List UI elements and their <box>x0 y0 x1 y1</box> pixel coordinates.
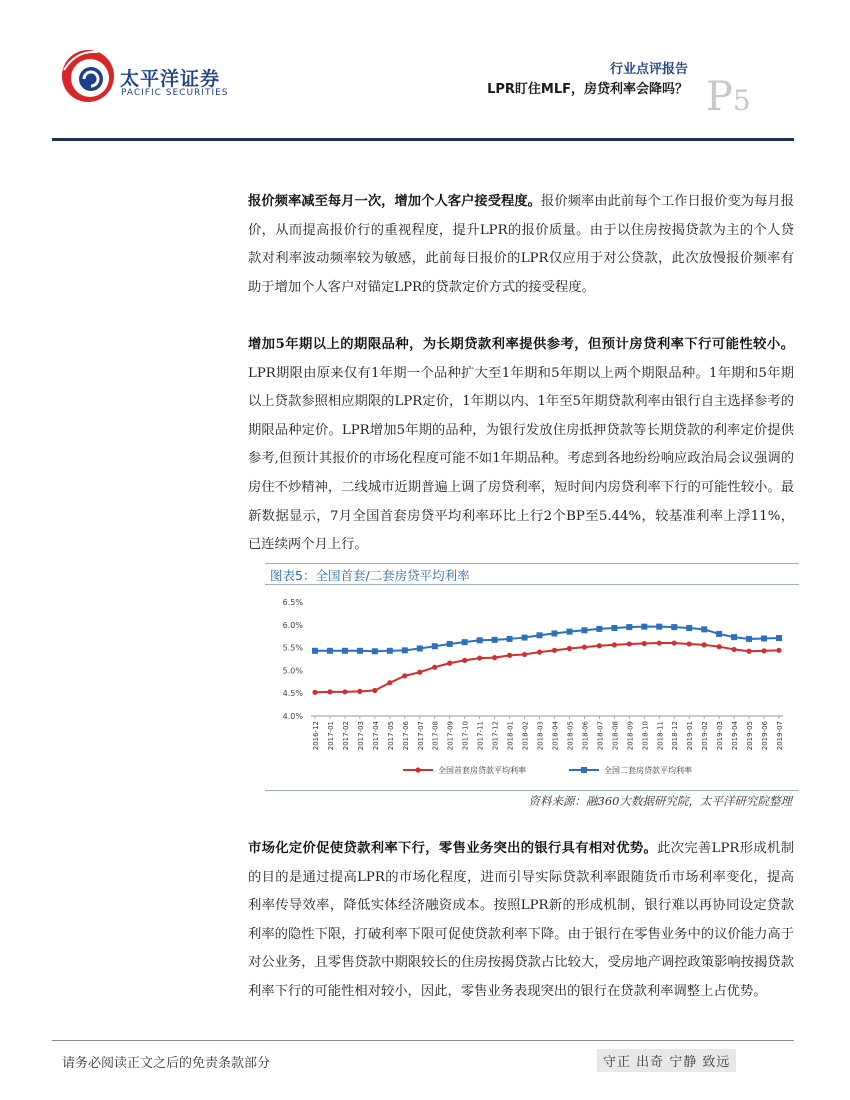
series-1-point <box>702 642 707 647</box>
paragraph-2 <box>248 331 794 560</box>
x-tick-label: 2018-09 <box>626 721 635 751</box>
x-tick-label: 2017-07 <box>416 721 425 751</box>
x-tick-label: 2018-10 <box>641 721 650 751</box>
page-digit: 5 <box>732 84 751 117</box>
x-tick-label: 2017-11 <box>476 721 485 751</box>
page-letter: P <box>706 74 733 120</box>
figure-bottom-rule <box>265 790 799 791</box>
footer-motto: 守正 出奇 宁静 致远 <box>597 1049 736 1072</box>
series-1-point <box>522 652 527 657</box>
series-1-point <box>387 680 392 685</box>
series-2-point <box>701 626 707 632</box>
figure-top-rule <box>265 563 799 564</box>
series-1-point <box>717 644 722 649</box>
x-tick-label: 2018-11 <box>656 721 665 751</box>
series-2-point <box>626 624 632 630</box>
x-tick-label: 2019-07 <box>776 721 784 751</box>
x-tick-label: 2017-09 <box>446 721 455 751</box>
series-2-point <box>447 641 453 647</box>
series-2-point <box>342 648 348 654</box>
series-1-point <box>312 690 317 695</box>
series-2-point <box>596 626 602 632</box>
series-2-point <box>566 629 572 635</box>
series-2-point <box>432 643 438 649</box>
series-1-point <box>761 648 766 653</box>
figure-title: 图表5：全国首套/二套房贷平均利率 <box>270 568 470 583</box>
page-number <box>706 74 751 120</box>
series-1-point <box>402 673 407 678</box>
paragraph-3-lead: 市场化定价促使贷款利率下行，零售业务突出的银行具有相对优势。 <box>248 841 658 856</box>
legend-label-1: 全国首套房贷款平均利率 <box>438 766 526 775</box>
series-1-point <box>746 649 751 654</box>
x-tick-label: 2018-12 <box>671 721 680 751</box>
paragraph-3 <box>248 835 794 1007</box>
series-1-point <box>492 655 497 660</box>
series-2-point <box>671 624 677 630</box>
series-2-point <box>761 635 767 641</box>
x-tick-label: 2016-12 <box>312 721 320 751</box>
y-tick-label: 6.0% <box>282 620 303 630</box>
footer-divider <box>52 1040 794 1041</box>
series-2-point <box>641 624 647 630</box>
series-1-point <box>537 650 542 655</box>
series-1-point <box>672 640 677 645</box>
paragraph-3-body: 此次完善LPR形成机制的目的是通过提高LPR的市场化程度，进而引导实际贷款利率跟随货币市场利率变化，提高利率传导效率，降低实体经济融资成本。按照LPR新的形成机制，银行难以再协同设定贷款利率的隐性下限，打破利率下限可促使贷款利率下降。由于银行在零售业务中的议价能力高于对公业务，且零售贷款中期限较长的住房按揭贷款占比较大，受房地产调控政策影响按揭贷款利率下行的可能性相对较小，因此，零售业务表现突出的银行在贷款利率调整上占优势。 <box>248 841 794 999</box>
series-2-point <box>357 648 363 654</box>
series-1-point <box>627 641 632 646</box>
series-1-point <box>642 641 647 646</box>
y-tick-label: 6.5% <box>282 598 303 607</box>
series-2-point <box>312 648 318 654</box>
series-2-point <box>611 625 617 631</box>
series-2-point <box>746 636 752 642</box>
series-1-point <box>327 689 332 694</box>
series-2-point <box>551 630 557 636</box>
footer-disclaimer: 请务必阅读正文之后的免责条款部分 <box>62 1056 271 1071</box>
series-1-point <box>372 688 377 693</box>
x-tick-label: 2018-08 <box>611 721 620 751</box>
x-tick-label: 2017-12 <box>491 721 500 751</box>
page-header <box>0 0 850 150</box>
legend-marker-1 <box>415 767 420 772</box>
x-tick-label: 2019-05 <box>746 721 755 751</box>
series-1-point <box>477 655 482 660</box>
x-tick-label: 2017-08 <box>431 721 440 751</box>
series-2-point <box>402 647 408 653</box>
paragraph-1-body: 报价频率由此前每个工作日报价变为每月报价，从而提高报价行的重视程度，提升LPR的报价质量。由于以住房按揭贷款为主的个人贷款对利率波动频率较为敏感，此前每日报价的LPR仅应用于对公贷款，此次放慢报价频率有助于增加个人客户对锚定LPR的贷款定价方式的接受程度。 <box>248 194 795 295</box>
series-2-point <box>581 627 587 633</box>
series-1-point <box>687 641 692 646</box>
x-tick-label: 2017-05 <box>386 721 395 751</box>
legend-marker-2 <box>581 767 587 773</box>
y-tick-label: 5.5% <box>282 643 303 653</box>
x-tick-label: 2018-02 <box>521 721 530 751</box>
series-1-point <box>597 643 602 648</box>
figure-source: 资料来源：融360大数据研究院，太平洋研究院整理 <box>528 794 792 808</box>
series-1-point <box>357 689 362 694</box>
paragraph-2-body: LPR期限由原来仅有1年期一个品种扩大至1年期和5年期以上两个期限品种。1年期和5年期以上贷款参照相应期限的LPR定价，1年期以内、1年至5年期贷款利率由银行自主选择参考的期限品种定价。LPR增加5年期的品种，为银行发放住房抵押贷款等长期贷款的利率定价提供参考,但预计其报价的市场化程度可能不如1年期品种。考虑到各地纷纷响应政治局会议强调的房住不炒精神，二线城市近期普遍上调了房贷利率，短时间内房贷利率下行的可能性较小。最新数据显示，7月全国首套房贷平均利率环比上行2个BP至5.44%，较基准利率上浮11%，已连续两个月上行。 <box>248 365 794 553</box>
series-2-point <box>507 636 513 642</box>
series-2-point <box>537 632 543 638</box>
pacific-securities-logo-icon <box>60 48 116 104</box>
x-tick-label: 2017-01 <box>326 721 335 751</box>
series-1-point <box>567 646 572 651</box>
x-tick-label: 2018-01 <box>506 721 515 751</box>
series-1-point <box>657 640 662 645</box>
series-1-point <box>507 653 512 658</box>
series-1-point <box>447 661 452 666</box>
brand-name-cn: 太平洋证券 <box>120 68 221 90</box>
series-2-point <box>686 625 692 631</box>
series-1-point <box>776 648 781 653</box>
series-1-point <box>582 645 587 650</box>
x-tick-label: 2018-05 <box>566 721 575 751</box>
x-tick-label: 2019-02 <box>701 721 710 751</box>
series-1-point <box>432 665 437 670</box>
x-tick-label: 2019-06 <box>761 721 770 751</box>
x-tick-label: 2017-06 <box>401 721 410 751</box>
paragraph-1-lead: 报价频率减至每月一次，增加个人客户接受程度。 <box>248 194 541 209</box>
report-title: LPR盯住MLF，房贷利率会降吗？ <box>487 82 688 97</box>
x-tick-label: 2017-02 <box>341 721 350 751</box>
x-tick-label: 2018-04 <box>551 721 560 751</box>
series-2-point <box>387 648 393 654</box>
figure-title-rule <box>265 584 799 585</box>
series-1-point <box>342 689 347 694</box>
series-2-point <box>716 631 722 637</box>
x-tick-label: 2018-03 <box>536 721 545 751</box>
x-tick-label: 2018-06 <box>581 721 590 751</box>
series-1-point <box>731 647 736 652</box>
x-tick-label: 2018-07 <box>596 721 605 751</box>
mortgage-rate-line-chart <box>265 590 799 788</box>
series-line-2 <box>315 627 779 652</box>
series-2-point <box>656 624 662 630</box>
x-tick-label: 2017-04 <box>371 721 380 751</box>
series-2-point <box>462 639 468 645</box>
series-2-point <box>372 648 378 654</box>
x-tick-label: 2019-03 <box>716 721 725 751</box>
legend-label-2: 全国二套房贷款平均利率 <box>604 766 692 775</box>
y-tick-label: 4.0% <box>282 712 303 721</box>
report-type: 行业点评报告 <box>609 62 688 77</box>
x-tick-label: 2017-03 <box>356 721 365 751</box>
x-tick-label: 2017-10 <box>461 721 470 751</box>
series-2-point <box>417 646 423 652</box>
series-1-point <box>612 642 617 647</box>
x-tick-label: 2019-04 <box>731 721 740 751</box>
series-2-point <box>776 635 782 641</box>
y-tick-label: 4.5% <box>282 689 303 699</box>
series-1-point <box>552 648 557 653</box>
series-2-point <box>477 637 483 643</box>
series-2-point <box>492 637 498 643</box>
header-divider <box>52 138 794 141</box>
series-2-point <box>522 635 528 641</box>
series-1-point <box>462 658 467 663</box>
y-tick-label: 5.0% <box>282 666 303 676</box>
x-tick-label: 2019-01 <box>686 721 695 751</box>
paragraph-1 <box>248 188 794 302</box>
series-2-point <box>327 648 333 654</box>
series-2-point <box>731 634 737 640</box>
series-1-point <box>417 670 422 675</box>
brand-name-en: PACIFIC SECURITIES <box>121 88 229 98</box>
paragraph-2-lead: 增加5年期以上的期限品种，为长期贷款利率提供参考，但预计房贷利率下行可能性较小。 <box>248 337 794 352</box>
